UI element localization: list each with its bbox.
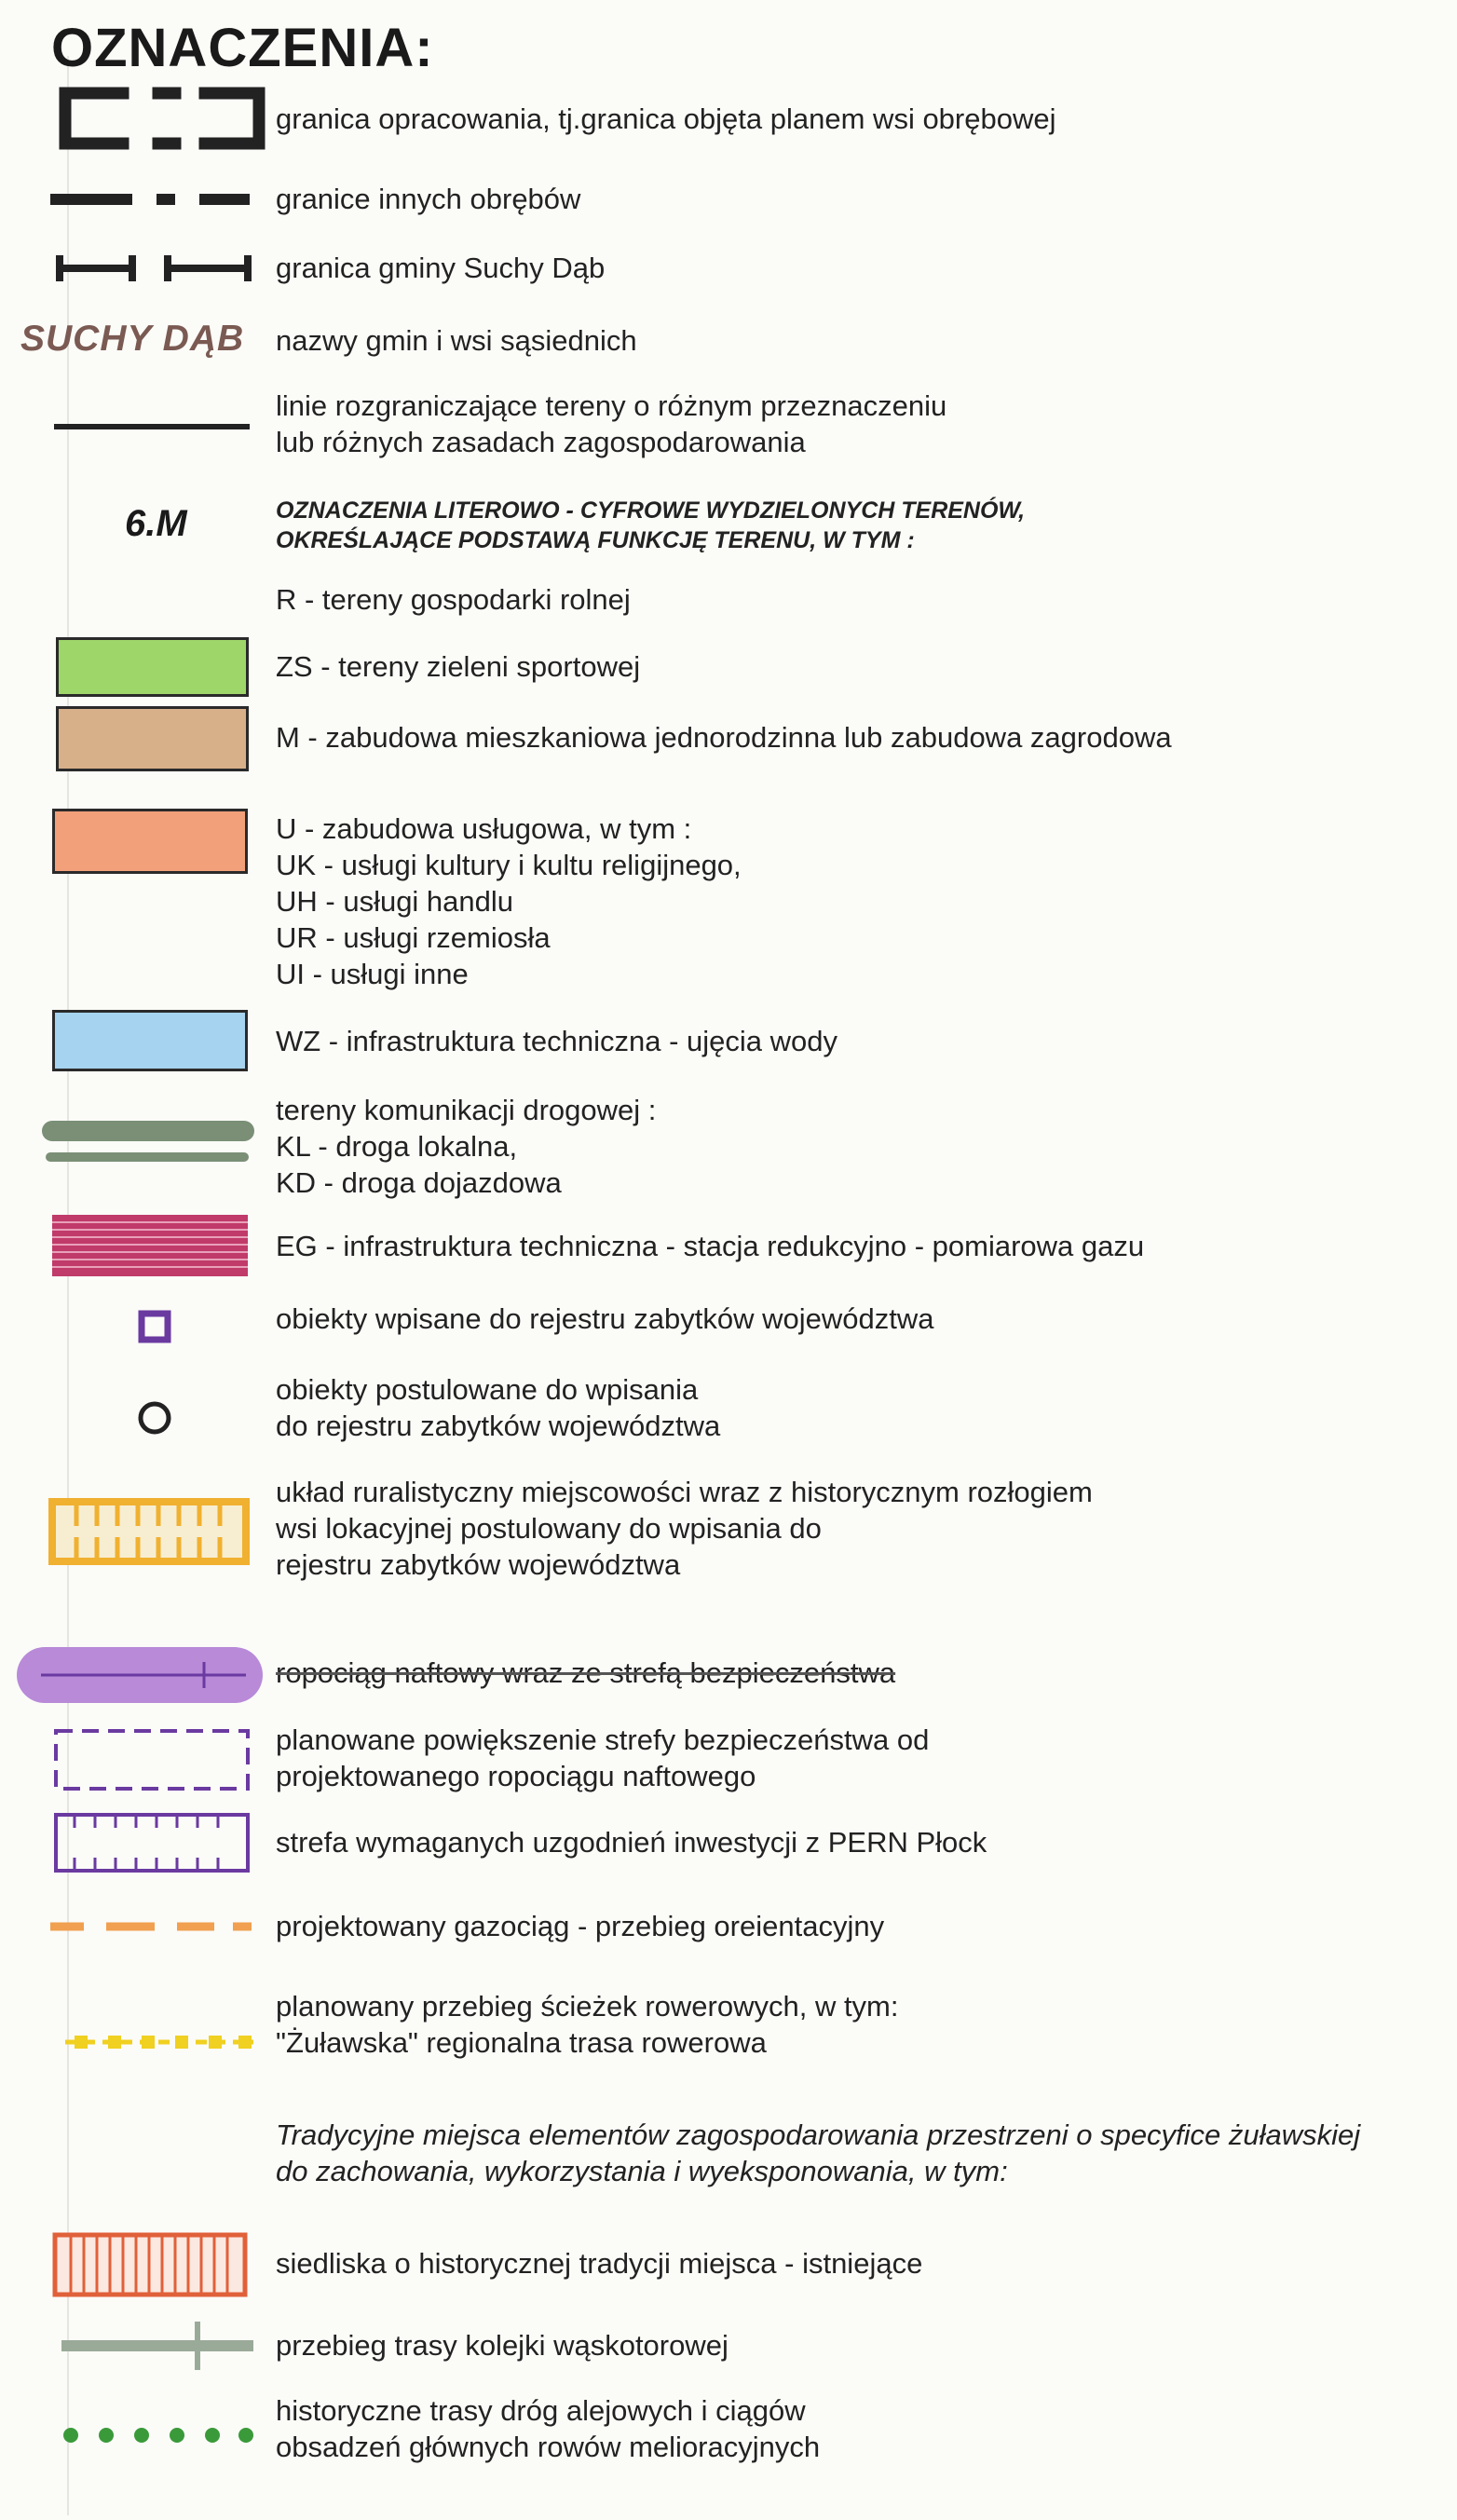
- dividing-lines-line-2: lub różnych zasadach zagospodarowania: [276, 426, 806, 458]
- zs-swatch: [56, 637, 249, 697]
- neighbor-names-label: nazwy gmin i wsi sąsiednich: [276, 324, 637, 357]
- zs-label: ZS - tereny zieleni sportowej: [276, 650, 641, 683]
- settlements-symbol: [52, 2232, 248, 2297]
- postulated-monument-circle-icon: [136, 1399, 173, 1437]
- u-line-3: UH - usługi handlu: [276, 885, 514, 918]
- narrow-gauge-symbol: [58, 2318, 258, 2374]
- dividing-lines-line-1: linie rozgraniczające tereny o różnym przeznaczeniu: [276, 389, 947, 422]
- traditional-line-1: Tradycyjne miejsca elementów zagospodarowania przestrzeni o specyfice żuławskiej: [276, 2118, 1361, 2151]
- municipality-boundary-symbol: [56, 252, 256, 285]
- postulated-monuments-text: [276, 1371, 720, 1444]
- dividing-line-symbol: [52, 421, 253, 432]
- wz-swatch: [52, 1010, 248, 1071]
- u-swatch: [52, 809, 248, 874]
- eg-swatch: [52, 1215, 248, 1276]
- rural-layout-symbol: [48, 1498, 250, 1565]
- rural-line-2: wsi lokacyjnej postulowany do wpisania do: [276, 1512, 822, 1545]
- alleys-symbol: [61, 2424, 257, 2446]
- code-heading-line-1: OZNACZENIA LITEROWO - CYFROWE WYDZIELONYCH TERENÓW,: [276, 497, 1026, 524]
- u-line-4: UR - usługi rzemiosła: [276, 921, 551, 954]
- neighbor-name-sample: SUCHY DĄB: [20, 319, 245, 359]
- roads-text: [276, 1092, 656, 1201]
- other-districts-label: granice innych obrębów: [276, 183, 581, 215]
- rural-line-3: rejestru zabytków województwa: [276, 1548, 681, 1581]
- traditional-line-2: do zachowania, wykorzystania i wyeksponowania, w tym:: [276, 2155, 1008, 2187]
- m-label: M - zabudowa mieszkaniowa jednorodzinna lub zabudowa zagrodowa: [276, 721, 1172, 754]
- oil-pipeline-label: ropociąg naftowy wraz ze strefą bezpieczeństwa: [276, 1656, 896, 1689]
- traditional-text: [276, 2117, 1360, 2189]
- u-line-5: UI - usługi inne: [276, 958, 469, 990]
- registered-monuments-label: obiekty wpisane do rejestru zabytków województwa: [276, 1302, 934, 1335]
- gas-pipeline-symbol: [47, 1919, 255, 1934]
- u-text: [276, 810, 742, 992]
- gas-pipeline-label: projektowany gazociąg - przebieg oreientacyjny: [276, 1910, 885, 1942]
- m-swatch: [56, 706, 249, 771]
- alleys-line-1: historyczne trasy dróg alejowych i ciągów: [276, 2394, 806, 2427]
- planned-zone-text: [276, 1722, 929, 1794]
- r-label: R - tereny gospodarki rolnej: [276, 583, 631, 616]
- bike-routes-text: [276, 1988, 899, 2061]
- wz-label: WZ - infrastruktura techniczna - ujęcia wody: [276, 1025, 837, 1057]
- narrow-gauge-label: przebieg trasy kolejki wąskotorowej: [276, 2329, 728, 2362]
- alleys-text: [276, 2392, 820, 2465]
- postulated-line-1: obiekty postulowane do wpisania: [276, 1373, 699, 1406]
- code-sample: 6.M: [125, 503, 187, 544]
- pern-zone-label: strefa wymaganych uzgodnień inwestycji z PERN Płock: [276, 1826, 987, 1859]
- eg-label: EG - infrastruktura techniczna - stacja redukcyjno - pomiarowa gazu: [276, 1230, 1145, 1262]
- bike-routes-line-2: "Żuławska" regionalna trasa rowerowa: [276, 2026, 767, 2059]
- district-boundary-symbol: [47, 190, 256, 209]
- rural-line-1: układ ruralistyczny miejscowości wraz z historycznym rozłogiem: [276, 1476, 1093, 1508]
- postulated-line-2: do rejestru zabytków województwa: [276, 1410, 721, 1442]
- municipality-boundary-label: granica gminy Suchy Dąb: [276, 252, 606, 284]
- bike-route-symbol: [61, 2033, 257, 2051]
- dividing-lines-text: [276, 388, 946, 460]
- legend-title: OZNACZENIA:: [51, 18, 434, 78]
- u-line-1: U - zabudowa usługowa, w tym :: [276, 812, 692, 845]
- study-boundary-symbol: [58, 86, 267, 153]
- roads-line-3: KD - droga dojazdowa: [276, 1166, 562, 1199]
- settlements-label: siedliska o historycznej tradycji miejsca - istniejące: [276, 2247, 923, 2280]
- planned-zone-line-2: projektowanego ropociągu naftowego: [276, 1760, 756, 1792]
- u-line-2: UK - usługi kultury i kultu religijnego,: [276, 849, 742, 881]
- code-heading-line-2: OKREŚLAJĄCE PODSTAWĄ FUNKCJĘ TERENU, W TYM :: [276, 527, 915, 553]
- study-boundary-label: granica opracowania, tj.granica objęta planem wsi obrębowej: [276, 102, 1056, 135]
- road-symbol: [41, 1120, 255, 1166]
- registered-monument-square-icon: [138, 1310, 171, 1343]
- alleys-line-2: obsadzeń głównych rowów melioracyjnych: [276, 2431, 821, 2463]
- roads-line-2: KL - droga lokalna,: [276, 1130, 518, 1163]
- oil-pipeline-symbol: [13, 1641, 266, 1712]
- planned-zone-line-1: planowane powiększenie strefy bezpieczeństwa od: [276, 1723, 930, 1756]
- roads-line-1: tereny komunikacji drogowej :: [276, 1094, 657, 1126]
- planned-zone-symbol: [52, 1727, 253, 1792]
- bike-routes-line-1: planowany przebieg ścieżek rowerowych, w tym:: [276, 1990, 899, 2023]
- rural-layout-text: [276, 1474, 1093, 1583]
- pern-zone-symbol: [52, 1811, 253, 1874]
- code-heading-text: [276, 496, 1025, 555]
